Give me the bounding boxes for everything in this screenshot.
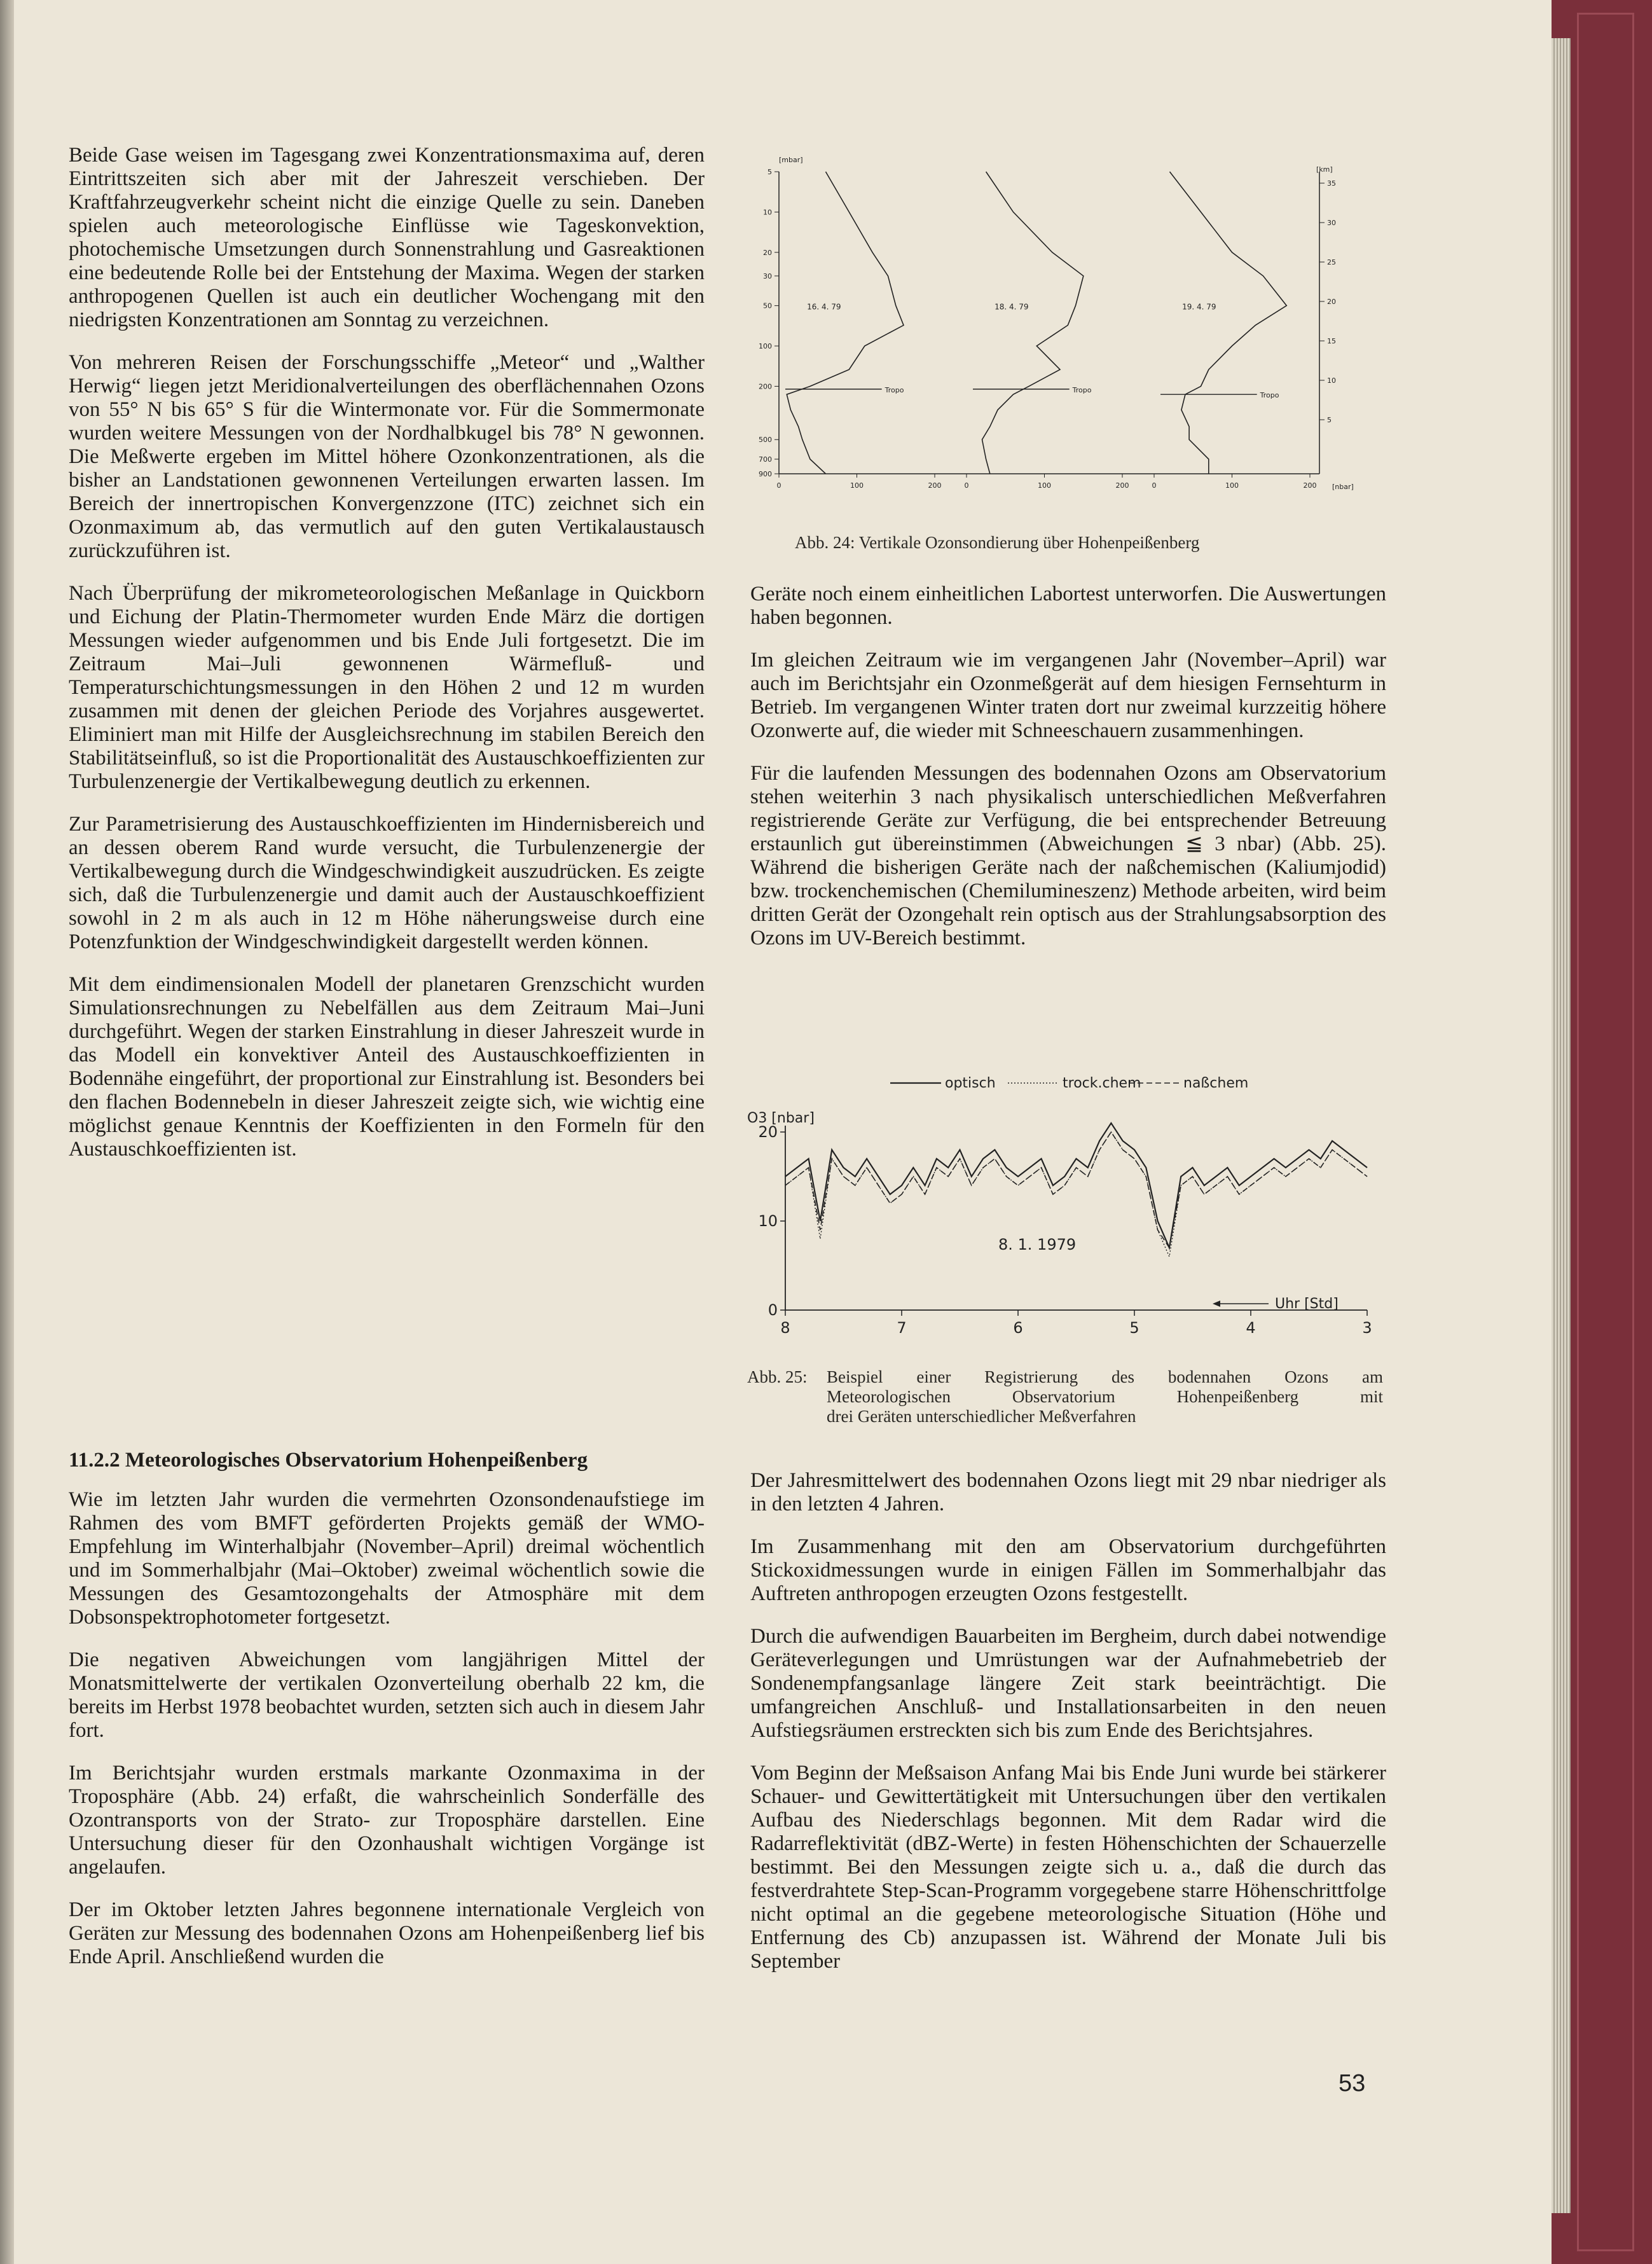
- y-tick-label-right: 35: [1327, 179, 1336, 188]
- y-tick-label: 30: [763, 272, 772, 280]
- x-tick-label: 200: [1115, 481, 1129, 490]
- paragraph: Mit dem eindimensionalen Modell der planetaren Grenzschicht wurden Simulationsrechnungen zu Nebelfällen aus dem Zeitraum Mai–Juni durchgeführt. Wegen der starken Einstrahlung in dieser Jahreszeit wurde in das Modell ein konvektiver Anteil des Austauschkoeffizienten in Bodennähe eingeführt, der proportional zur Einstrahlung ist. Besonders bei den flachen Bodennebeln in dieser Jahreszeit zeigte sich, wie wichtig eine möglichst genaue Kenntnis der Koeffizienten in den Formeln für den Austauschkoeffizienten ist.: [69, 973, 705, 1161]
- y-tick-label: 10: [763, 208, 772, 217]
- y-tick-label: 900: [759, 470, 772, 478]
- tropopause-label: Tropo: [885, 385, 904, 394]
- x-tick-label: 8: [780, 1319, 790, 1337]
- y-tick-label: 700: [759, 455, 772, 464]
- x-tick-label: 100: [1225, 481, 1239, 490]
- page-number: 53: [1339, 2070, 1366, 2097]
- x-tick-label: 0: [964, 481, 969, 490]
- legend-label: trock.chem: [1063, 1075, 1141, 1091]
- x-tick-label: 200: [1303, 481, 1317, 490]
- paragraph: Durch die aufwendigen Bauarbeiten im Bergheim, durch dabei notwendige Geräteverlegungen und Umrüstungen war der Aufnahmebetrieb der Sondenempfangsanlage längere Zeit stark beeinträchtigt. Die umfangreichen Anschluß- und Installationsarbeiten in den neuen Aufstiegsräumen erstreckten sich bis zum Ende des Berichtsjahres.: [750, 1625, 1386, 1742]
- figure-24-caption: Abb. 24: Vertikale Ozonsondierung über Hohenpeißenberg: [795, 533, 1200, 552]
- series-line: [785, 1132, 1367, 1257]
- tropopause-label: Tropo: [1072, 385, 1092, 394]
- figure-24-axes: [759, 156, 1354, 491]
- figure-24-chart: [744, 153, 1380, 515]
- y-tick-label: 0: [767, 1301, 778, 1319]
- paragraph: Nach Überprüfung der mikrometeorologischen Meßanlage in Quickborn und Eichung der Platin-Thermometer wurden Ende März die dortigen Messungen wieder aufgenommen und bis Ende Juli fortgesetzt. Die im Zeitraum Mai–Juli gewonnenen Wärmefluß- und Temperaturschichtungsmessungen in den Höhen 2 und 12 m wurden zusammen mit denen der gleichen Periode des Vorjahres ausgewertet. Eliminiert man mit Hilfe der Ausgleichsrechnung im stabilen Bereich den Stabilitätseinfluß, so ist die Proportionalität des Austauschkoeffizienten zur Turbulenzenergie der Vertikalbewegung deutlich zu erkennen.: [69, 582, 705, 793]
- x-tick-label: 5: [1129, 1319, 1139, 1337]
- paragraph: Im gleichen Zeitraum wie im vergangenen Jahr (November–April) war auch im Berichtsjahr ein Ozonmeßgerät auf dem hiesigen Fernsehturm in Betrieb. Im vergangenen Winter traten dort nur zweimal kurzzeitig höhere Ozonwerte auf, die wieder mit Schneeschauern zusammenhingen.: [750, 649, 1386, 742]
- y-tick-label: 10: [758, 1212, 778, 1230]
- sounding-date-label: 16. 4. 79: [807, 302, 841, 312]
- y-tick-label-right: 20: [1327, 298, 1336, 306]
- figure-25-caption-label: Abb. 25:: [747, 1367, 808, 1386]
- paragraph: Der Jahresmittelwert des bodennahen Ozons liegt mit 29 nbar niedriger als in den letzten 4 Jahren.: [750, 1469, 1386, 1515]
- paragraph: Für die laufenden Messungen des bodennahen Ozons am Observatorium stehen weiterhin 3 nach physikalisch unterschiedlichen Meßverfahren registrierende Geräte zur Verfügung, die bei entsprechender Betreuung erstaunlich gut übereinstimmen (Abweichungen ≦ 3 nbar) (Abb. 25). Während die bisherigen Geräte nach der naßchemischen (Kaliumjodid) bzw. trockenchemischen (Chemilumineszenz) Methode arbeiten, wird beim dritten Gerät der Ozongehalt rein optisch aus der Strahlungsabsorption des Ozons im UV-Bereich bestimmt.: [750, 762, 1386, 949]
- caption-line: Beispiel einer Registrierung des bodennahen Ozons am: [827, 1367, 1383, 1386]
- paragraph: Geräte noch einem einheitlichen Labortest unterworfen. Die Auswertungen haben begonnen.: [750, 583, 1386, 629]
- caption-line: drei Geräten unterschiedlicher Meßverfahren: [827, 1407, 1136, 1426]
- left-column-section: [69, 1488, 705, 1988]
- paragraph: Wie im letzten Jahr wurden die vermehrten Ozonsondenaufstiege im Rahmen des vom BMFT geförderten Projekts gemäß der WMO-Empfehlung im Winterhalbjahr (November–April) dreimal wöchentlich und im Sommerhalbjahr (Mai–Oktober) zweimal wöchentlich sowie die Messungen des Gesamtozongehalts der Atmosphäre mit dem Dobsonspektrophotometer fortgesetzt.: [69, 1488, 705, 1629]
- y-tick-label-right: 30: [1327, 219, 1336, 227]
- y-tick-label: 200: [759, 382, 772, 391]
- paragraph: Beide Gase weisen im Tagesgang zwei Konzentrationsmaxima auf, deren Eintrittszeiten sich aber mit der Jahreszeit verschieben. Der Kraftfahrzeugverkehr scheint nicht die einzige Quelle zu sein. Daneben spielen auch meteorologische Einflüsse wie Tageskonvektion, photochemische Umsetzungen durch Sonnenstrahlung und Gasreaktionen eine bedeutende Rolle bei der Entstehung der Maxima. Wegen der starken anthropogenen Quellen ist auch ein deutlicher Wochengang mit den niedrigsten Konzentrationen am Sonntag zu verzeichnen.: [69, 144, 705, 331]
- y-axis-label: [mbar]: [779, 156, 803, 164]
- right-column: [750, 583, 1386, 969]
- chart-date-label: 8. 1. 1979: [998, 1236, 1077, 1253]
- figure-24-plot: [785, 172, 1286, 474]
- figure-25-axes: [747, 1075, 1372, 1337]
- book-gutter: [0, 0, 14, 2264]
- sounding-date-label: 19. 4. 79: [1182, 302, 1216, 312]
- figure-25-chart: [741, 1059, 1386, 1358]
- page-edges: [1552, 38, 1571, 2213]
- y-tick-label: 20: [763, 248, 772, 257]
- x-tick-label: 3: [1362, 1319, 1372, 1337]
- x-tick-label: 4: [1246, 1319, 1256, 1337]
- y-axis-label: O3 [nbar]: [747, 1110, 815, 1126]
- y-tick-label-right: 5: [1327, 416, 1332, 424]
- section-heading: 11.2.2 Meteorologisches Observatorium Hohenpeißenberg: [69, 1449, 588, 1472]
- y-tick-label: 50: [763, 301, 772, 310]
- sounding-line: [982, 172, 1084, 474]
- y-tick-label: 20: [758, 1123, 778, 1141]
- x-tick-label: 100: [850, 481, 864, 490]
- y-tick-label-right: 25: [1327, 258, 1336, 266]
- x-tick-label: 0: [776, 481, 781, 490]
- legend-label: naßchem: [1183, 1075, 1249, 1091]
- paragraph: Von mehreren Reisen der Forschungsschiffe „Meteor“ und „Walther Herwig“ liegen jetzt Meridionalverteilungen des oberflächennahen Ozons von 55° N bis 65° S für die Wintermonate vor. Für die Sommermonate wurden weitere Messungen von der Nordhalbkugel bis 78° N gewonnen. Die Meßwerte ergeben im Mittel höhere Ozonkonzentrationen, als die bisher an Landstationen gewonnenen Verteilungen erwarten lassen. Im Bereich der innertropischen Konvergenzzone (ITC) zeichnet sich ein Ozonmaximum ab, das vermutlich auf den guten Vertikalaustausch zurückzuführen ist.: [69, 351, 705, 562]
- y-tick-label-right: 15: [1327, 337, 1336, 345]
- sounding-date-label: 18. 4. 79: [995, 302, 1029, 312]
- time-arrow-head: [1213, 1301, 1220, 1307]
- right-column-lower: [750, 1469, 1386, 1992]
- y-tick-label-right: 10: [1327, 376, 1336, 385]
- paragraph: Im Berichtsjahr wurden erstmals markante Ozonmaxima in der Troposphäre (Abb. 24) erfaßt, die wahrscheinlich Sonderfälle des Ozontransports von der Strato- zur Troposphäre darstellen. Eine Untersuchung dieser für den Ozonhaushalt wichtigen Vorgänge ist angelaufen.: [69, 1762, 705, 1879]
- x-axis-label: [nbar]: [1332, 483, 1354, 491]
- x-tick-label: 0: [1152, 481, 1157, 490]
- figure-25-plot: [785, 1123, 1367, 1257]
- y-tick-label: 100: [759, 342, 772, 351]
- sounding-line: [787, 172, 904, 474]
- y-tick-label: 500: [759, 436, 772, 445]
- y-tick-label: 5: [767, 168, 772, 176]
- x-tick-label: 200: [928, 481, 942, 490]
- y-axis-label-right: [km]: [1316, 165, 1333, 174]
- paragraph: Zur Parametrisierung des Austauschkoeffizienten im Hindernisbereich und an dessen oberem Rand wurde versucht, die Turbulenzenergie der Vertikalbewegung durch die Windgeschwindigkeit auszudrücken. Es zeigte sich, daß die Turbulenzenergie und damit auch der Austauschkoeffizient sowohl in 2 m als auch in 12 m Höhe näherungsweise durch eine Potenzfunktion der Windgeschwindigkeit dargestellt werden können.: [69, 813, 705, 953]
- paragraph: Im Zusammenhang mit den am Observatorium durchgeführten Stickoxidmessungen wurde in einigen Fällen im Sommerhalbjahr das Auftreten anthropogen erzeugten Ozons festgestellt.: [750, 1535, 1386, 1605]
- caption-line: Meteorologischen Observatorium Hohenpeißenberg mit: [827, 1387, 1383, 1406]
- tropopause-label: Tropo: [1260, 391, 1279, 400]
- paragraph: Vom Beginn der Meßsaison Anfang Mai bis Ende Juni wurde bei stärkerer Schauer- und Gewittertätigkeit mit Untersuchungen über den vertikalen Aufbau des Niederschlags begonnen. Mit dem Radar wird die Radarreflektivität (dBZ-Werte) in festen Höhenschichten der Schauerzelle bestimmt. Bei den Messungen zeigte sich u. a., daß die durch das festverdrahtete Step-Scan-Programm vorgegebene starre Höhenschrittfolge nicht optimal an die gegebene meteorologische Situation (Höhe und Entfernung des Cb) anzupassen ist. Während der Monate Juli bis September: [750, 1762, 1386, 1973]
- figure-25-caption: [747, 1367, 1383, 1426]
- series-line: [785, 1132, 1367, 1248]
- series-line: [785, 1123, 1367, 1248]
- x-tick-label: 6: [1013, 1319, 1023, 1337]
- x-tick-label: 100: [1038, 481, 1051, 490]
- left-column: [69, 144, 705, 1180]
- x-axis-label: Uhr [Std]: [1275, 1296, 1339, 1312]
- binding-border: [1577, 13, 1634, 2251]
- paragraph: Der im Oktober letzten Jahres begonnene internationale Vergleich von Geräten zur Messung des bodennahen Ozons am Hohenpeißenberg lief bis Ende April. Anschließend wurden die: [69, 1898, 705, 1968]
- paragraph: Die negativen Abweichungen vom langjährigen Mittel der Monatsmittelwerte der vertikalen Ozonverteilung oberhalb 22 km, die bereits im Herbst 1978 beobachtet wurden, setzten sich auch in diesem Jahr fort.: [69, 1648, 705, 1742]
- x-tick-label: 7: [897, 1319, 907, 1337]
- sounding-line: [1170, 172, 1287, 474]
- legend-label: optisch: [945, 1075, 996, 1091]
